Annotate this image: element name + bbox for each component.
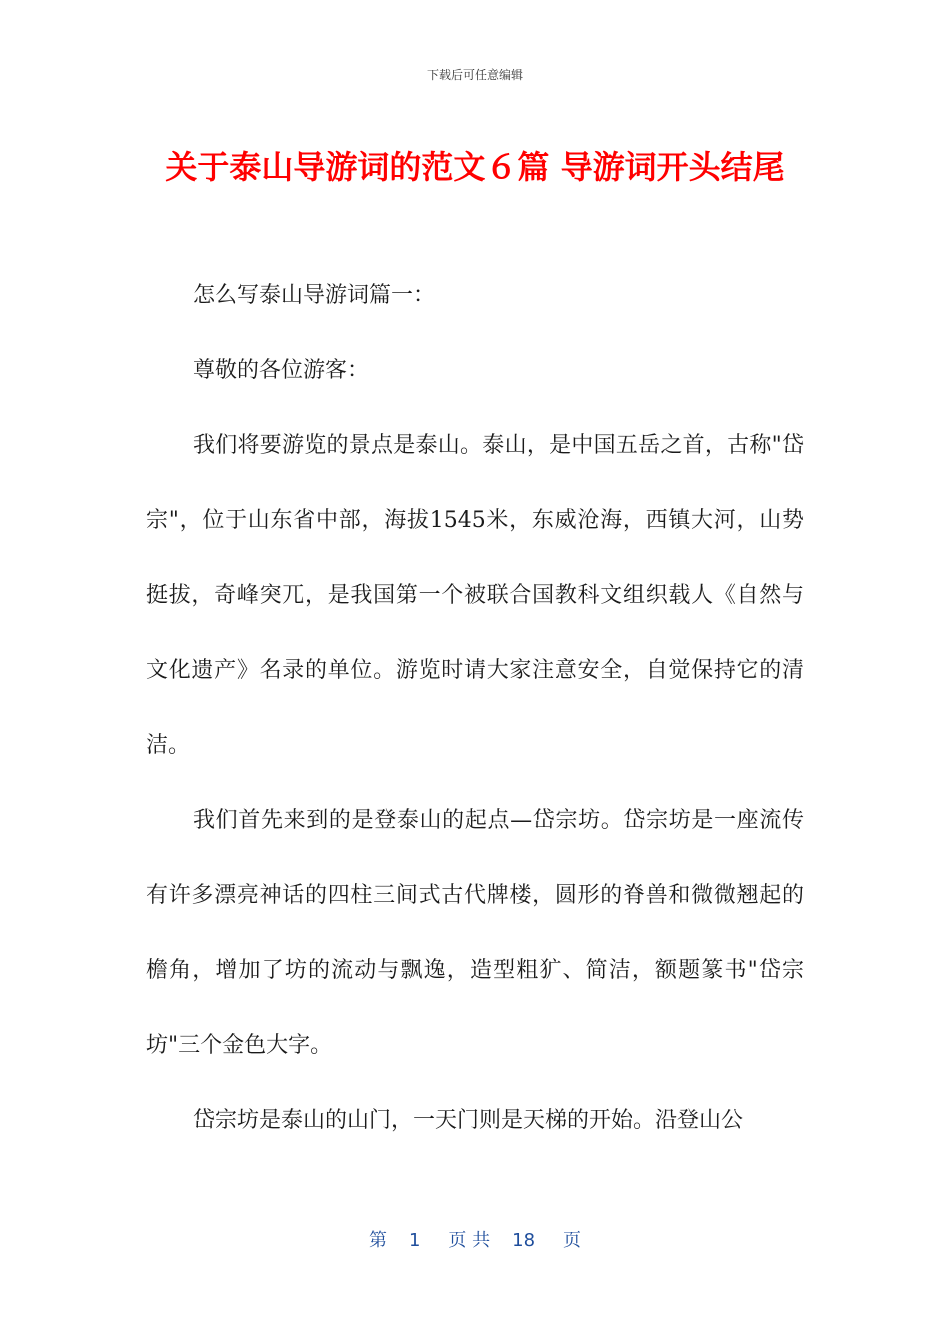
paragraph: 岱宗坊是泰山的山门，一天门则是天梯的开始。沿登山公	[193, 1108, 744, 1133]
page-footer	[0, 1226, 950, 1252]
document-body	[146, 258, 804, 1158]
document-title: 关于泰山导游词的范文６篇 导游词开头结尾	[165, 148, 785, 186]
header-note: 下载后可任意编辑	[426, 68, 523, 82]
page-mid: 页 共	[448, 1230, 491, 1251]
paragraph: 尊敬的各位游客：	[193, 358, 370, 383]
page-number: 1	[408, 1230, 421, 1251]
total-pages: 18	[512, 1230, 536, 1251]
paragraph: 我们首先来到的是登泰山的起点—岱宗坊。岱宗坊是一座流传有许多漂亮神话的四柱三间式古代牌楼，圆形的脊兽和微微翘起的檐角，增加了坊的流动与飘逸，造型粗犷、简洁，额题篆书"岱宗坊"三个金色大字。	[146, 808, 804, 1058]
paragraph: 怎么写泰山导游词篇一：	[193, 283, 436, 308]
paragraph: 我们将要游览的景点是泰山。泰山，是中国五岳之首，古称"岱宗"，位于山东省中部，海拔1545米，东威沧海，西镇大河，山势挺拔，奇峰突兀，是我国第一个被联合国教科文组织载人《自然与文化遗产》名录的单位。游览时请大家注意安全，自觉保持它的清洁。	[146, 433, 805, 758]
page-suffix: 页	[563, 1230, 582, 1251]
page-prefix: 第	[368, 1230, 387, 1251]
